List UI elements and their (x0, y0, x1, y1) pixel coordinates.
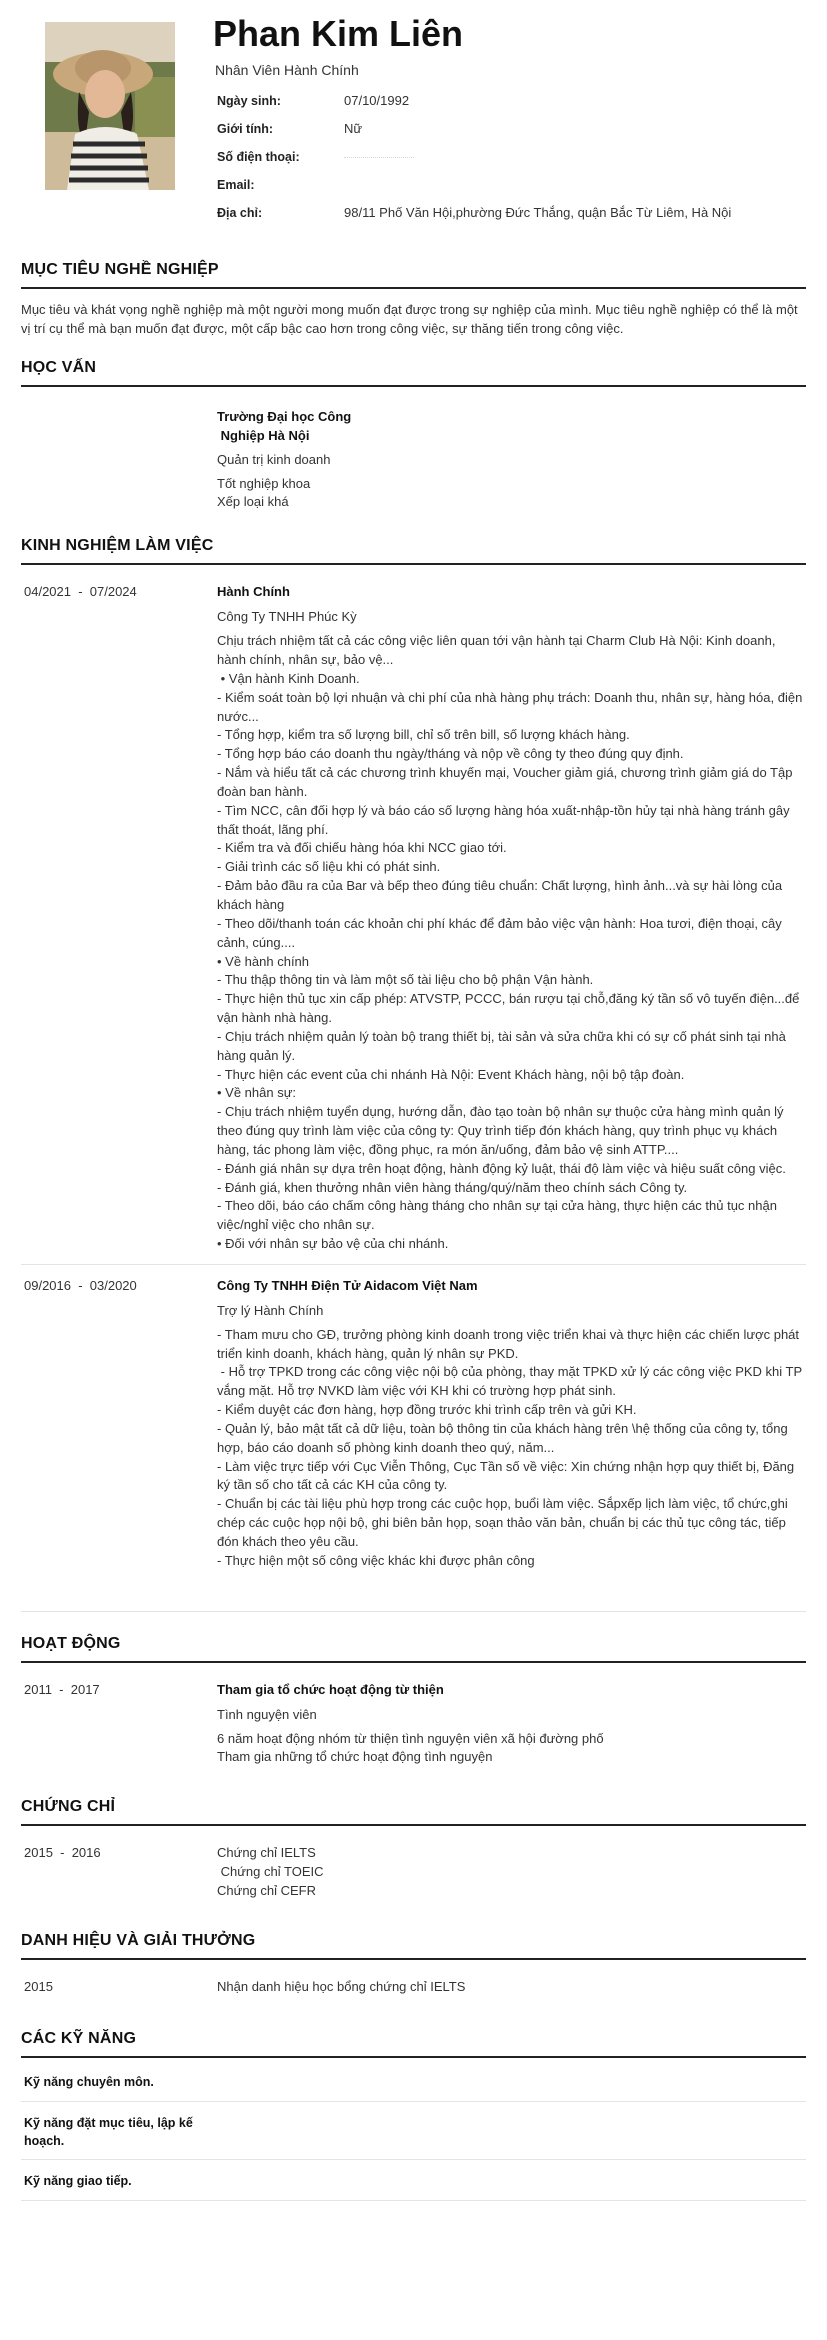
skill-name-line: Kỹ năng giao tiếp. (24, 2173, 132, 2188)
job-detail-line: - Thực hiện một số công việc khác khi được phân công (217, 1552, 535, 1568)
certificate-item: Chứng chỉ CEFR (217, 1883, 317, 1899)
info-label: Giới tính: (217, 121, 274, 136)
activity-detail-line: 6 năm hoạt động nhóm từ thiện tình nguyện viên xã hội đường phố (217, 1730, 604, 1746)
school-name-cont: Nghiệp Hà Nội (217, 427, 310, 443)
job-detail-line: - Đánh giá nhân sự dựa trên hoạt động, hành động kỷ luật, thái độ làm việc và hiệu suất công việc. (217, 1160, 786, 1176)
certificate-item: Chứng chỉ IELTS (217, 1845, 316, 1861)
skill-name-line: hoạch. (24, 2134, 65, 2149)
job-detail-line: - Theo dõi/thanh toán các khoản chi phí khác để đảm bảo việc vận hành: Hoa tươi, điện thoại, cây cảnh, cúng.... (217, 915, 782, 950)
job-detail-line: • Về hành chính (217, 953, 310, 969)
section-title: HOẠT ĐỘNG (21, 1632, 806, 1663)
job-title: Hành Chính (217, 584, 290, 600)
section-title: KINH NGHIỆM LÀM VIỆC (21, 534, 806, 565)
section-title: CÁC KỸ NĂNG (21, 2027, 806, 2058)
info-row-address (217, 199, 817, 227)
graduation: Tốt nghiệp khoa (217, 475, 311, 491)
award-year: 2015 (24, 1979, 53, 1995)
section-title: MỤC TIÊU NGHỀ NGHIỆP (21, 258, 806, 289)
job-detail-line: - Kiểm duyệt các đơn hàng, hợp đồng trước khi trình cấp trên và gửi KH. (217, 1402, 637, 1418)
skill-name-line: Kỹ năng đặt mục tiêu, lập kế (24, 2116, 193, 2131)
job-detail-line: - Giải trình các số liệu khi có phát sinh. (217, 859, 441, 875)
job-detail-line: - Đánh giá, khen thưởng nhân viên hàng tháng/quý/năm theo chính sách Công ty. (217, 1179, 688, 1195)
job-detail-line: - Tổng hợp báo cáo doanh thu ngày/tháng và nộp về công ty theo đúng quy định. (217, 746, 684, 762)
rank: Xếp loại khá (217, 494, 289, 510)
job-description (217, 1326, 805, 1571)
experience-section (21, 534, 806, 1611)
section-title: CHỨNG CHỈ (21, 1795, 806, 1826)
profile-photo (45, 22, 175, 190)
activity-role: Tình nguyện viên (217, 1706, 317, 1722)
job-description (217, 632, 805, 1254)
job-detail-line: - Chịu trách nhiệm tuyển dụng, hướng dẫn, đào tạo toàn bộ nhân sự thuộc cửa hàng mình quản lý theo đúng quy trình làm việc của công ty: Quy trình tiếp đón khách hàng, quy trình phục vụ khách hàng, tác phong làm việc, đồng phục, ra món ăn/uống, đảm bảo vệ sinh ATTP.... (217, 1104, 784, 1157)
job-detail-line: - Nắm và hiểu tất cả các chương trình khuyến mại, Voucher giảm giá, chương trình giảm giá do Tập đoàn ban hành. (217, 765, 793, 799)
job-detail-line: - Thực hiện thủ tục xin cấp phép: ATVSTP, PCCC, bán rượu tại chỗ,đăng ký tần số vô tuyến điện...để vận hành nhà hàng. (217, 991, 800, 1026)
redacted-value (344, 157, 414, 158)
job-detail-line: - Theo dõi, báo cáo chấm công hàng tháng cho nhân sự tại cửa hàng, thực hiện các thủ tục nhận việc/nghỉ việc cho nhân sự. (217, 1198, 777, 1233)
section-title: DANH HIỆU VÀ GIẢI THƯỞNG (21, 1929, 806, 1960)
school-name: Trường Đại học Công (217, 409, 352, 425)
job-detail-line: - Tham mưu cho GĐ, trưởng phòng kinh doanh trong việc triển khai và thực hiện các chiến lược phát triển kinh doanh, khách hàng, quản lý nhân sự PKD. (217, 1326, 800, 1361)
job-detail-line: - Tổng hợp, kiểm tra số lượng bill, chỉ số trên bill, số lượng khách hàng. (217, 727, 630, 743)
job-entry (21, 583, 806, 1265)
section-title: HỌC VẤN (21, 356, 806, 387)
objective-section (21, 258, 806, 339)
activity-entry (21, 1681, 806, 1789)
info-label: Ngày sinh: (217, 93, 281, 108)
education-section (21, 356, 806, 528)
info-value (344, 148, 414, 167)
info-label: Địa chỉ: (217, 205, 263, 220)
certificate-item: Chứng chỉ TOEIC (217, 1864, 324, 1880)
award-text: Nhận danh hiệu học bổng chứng chỉ IELTS (217, 1979, 466, 1995)
info-row-email (217, 171, 817, 199)
job-detail-line: - Hỗ trợ TPKD trong các công việc nội bộ của phòng, thay mặt TPKD xử lý các công việc PKD khi TP vắng mặt. Hỗ trợ NVKD làm việc với KH khi có trường hợp phát sinh. (217, 1364, 806, 1399)
info-value: 07/10/1992 (344, 92, 410, 108)
job-details (217, 583, 805, 1254)
job-detail-line: - Làm việc trực tiếp với Cục Viễn Thông, Cục Tần số về việc: Xin chứng nhận hợp quy thiết bị, Đăng ký tần số cho tất cả các KH của công ty. (217, 1458, 795, 1493)
skill-row (21, 2160, 806, 2201)
certificate-period: 2015 - 2016 (24, 1845, 101, 1861)
skill-name (21, 2073, 217, 2091)
info-row-gender (217, 115, 817, 143)
job-details (217, 1277, 805, 1571)
info-row-birthdate (217, 87, 817, 115)
certificate-list (217, 1844, 805, 1901)
job-detail-line: - Chuẩn bị các tài liệu phù hợp trong các cuộc họp, buổi làm việc. Sắpxếp lịch làm việc, tổ chức,ghi chép các cuộc họp nội bộ, ghi biên bản họp, soạn thảo văn bản, chuẩn bị các thủ tục công tác, tiếp đón khách theo yêu cầu. (217, 1496, 788, 1549)
job-detail-line: - Kiểm tra và đối chiếu hàng hóa khi NCC giao tới. (217, 840, 507, 856)
objective-text: Mục tiêu và khát vọng nghề nghiệp mà một người mong muốn đạt được trong sự nghiệp của mình. Mục tiêu nghề nghiệp có thể là một vị trí cụ thể mà bạn muốn đạt được, một cấp bậc cao hơn trong công việc, sự thăng tiến trong công việc. (21, 302, 798, 337)
skills-section (21, 2027, 806, 2201)
job-detail-line: • Về nhân sự: (217, 1085, 297, 1101)
skill-name-line: Kỹ năng chuyên môn. (24, 2075, 154, 2090)
candidate-name: Phan Kim Liên (213, 13, 464, 54)
skill-name (21, 2114, 217, 2150)
job-detail-line: - Quản lý, bảo mật tất cả dữ liệu, toàn bộ thông tin của khách hàng trên \hệ thống của công ty, tổng hợp, báo cáo doanh số phòng kinh doanh theo quý, năm... (217, 1420, 788, 1455)
personal-info (217, 87, 817, 227)
job-period: 04/2021 - 07/2024 (24, 584, 137, 600)
info-label: Số điện thoại: (217, 149, 300, 164)
job-period: 09/2016 - 03/2020 (24, 1278, 137, 1293)
activity-details (217, 1681, 805, 1767)
info-value: Nữ (344, 120, 363, 136)
job-detail-line: - Chịu trách nhiệm quản lý toàn bộ trang thiết bị, tài sản và sửa chữa khi có sự cố phát sinh tại nhà hàng quản lý. (217, 1028, 786, 1063)
job-company: Công Ty TNHH Phúc Kỳ (217, 609, 357, 625)
job-detail-line: - Kiểm soát toàn bộ lợi nhuận và chi phí của nhà hàng phụ trách: Doanh thu, nhân sự, hàng hóa, điện nước... (217, 689, 803, 724)
certificate-entry (21, 1844, 806, 1923)
job-detail-line: • Vận hành Kinh Doanh. (217, 670, 360, 686)
info-row-phone (217, 143, 817, 171)
awards-section (21, 1929, 806, 2021)
job-title: Công Ty TNHH Điện Tử Aidacom Việt Nam (217, 1278, 478, 1293)
job-detail-line: Chịu trách nhiệm tất cả các công việc liên quan tới vận hành tại Charm Club Hà Nội: Kinh doanh, hành chính, nhân sự, bảo vệ... (217, 633, 780, 667)
info-value: 98/11 Phố Văn Hội,phường Đức Thắng, quận Bắc Từ Liêm, Hà Nội (344, 204, 732, 220)
education-entry (21, 408, 806, 528)
skill-row (21, 2058, 806, 2102)
skill-name (21, 2172, 217, 2190)
job-company: Trợ lý Hành Chính (217, 1302, 324, 1318)
activity-detail-line: Tham gia những tổ chức hoạt động tình nguyện (217, 1749, 493, 1765)
major: Quản trị kinh doanh (217, 451, 331, 467)
profile-header (21, 0, 806, 240)
job-detail-line: - Tìm NCC, cân đối hợp lý và báo cáo số lượng hàng hóa xuất-nhập-tồn hủy tại nhà hàng tránh gây thất thoát, lãng phí. (217, 802, 790, 837)
info-label: Email: (217, 177, 255, 192)
activities-section (21, 1632, 806, 1790)
activity-title: Tham gia tổ chức hoạt động từ thiện (217, 1681, 444, 1697)
skill-row (21, 2102, 806, 2159)
job-detail-line: - Đảm bảo đầu ra của Bar và bếp theo đúng tiêu chuẩn: Chất lượng, hình ảnh...và sự hài lòng của khách hàng (217, 878, 783, 912)
job-detail-line: - Thực hiện các event của chi nhánh Hà Nội: Event Khách hàng, nội bộ tập đoàn. (217, 1066, 685, 1082)
job-detail-line: - Thu thập thông tin và làm một số tài liệu cho bộ phận Vận hành. (217, 972, 594, 988)
job-detail-line: • Đối với nhân sự bảo vệ của chi nhánh. (217, 1236, 449, 1252)
education-period (21, 408, 217, 512)
certificates-section (21, 1795, 806, 1923)
candidate-job-title: Nhân Viên Hành Chính (215, 62, 359, 78)
education-details (217, 408, 805, 512)
activity-period: 2011 - 2017 (24, 1681, 100, 1697)
job-entry (21, 1277, 806, 1612)
award-entry (21, 1978, 806, 2021)
